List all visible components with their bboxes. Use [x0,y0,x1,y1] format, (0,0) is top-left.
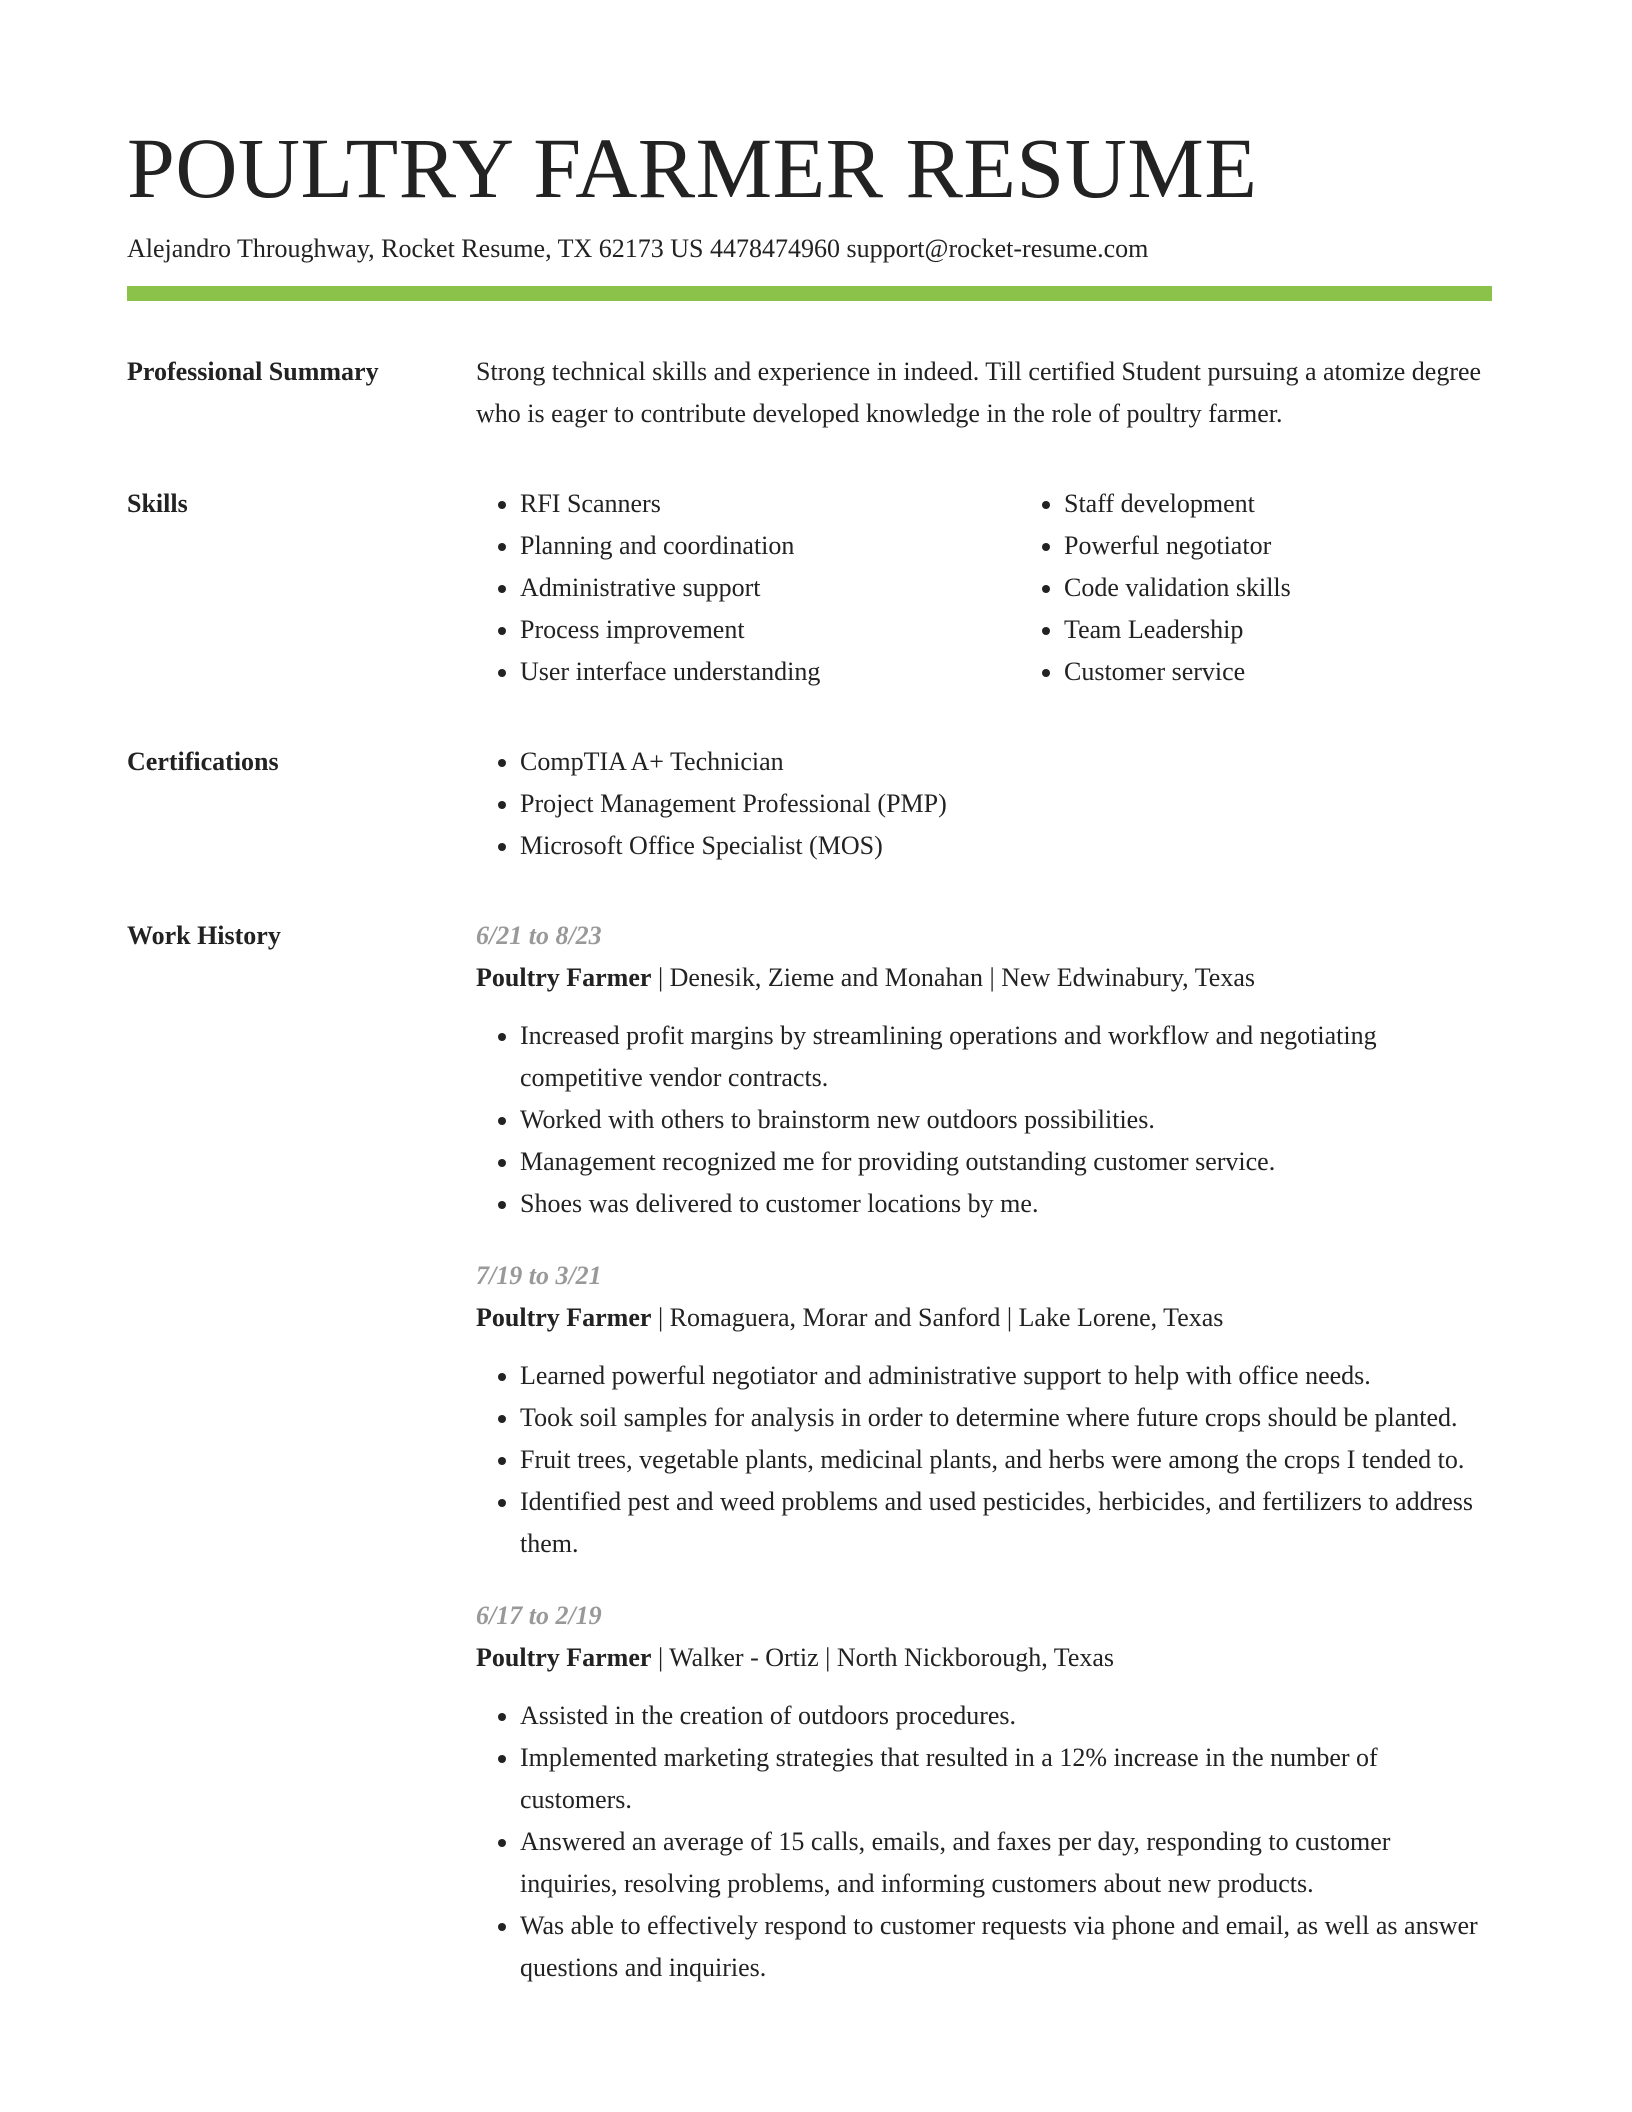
section-label-work-history: Work History [127,921,281,950]
work-history-section [127,915,1492,1989]
job-details: | Romaguera, Morar and Sanford | Lake Lorene, Texas [651,1303,1224,1332]
certifications-list [476,741,1492,867]
job-bullet: • Identified pest and weed problems and used pesticides, herbicides, and fertilizers to address them. [520,1481,1492,1565]
skill-item: • Administrative support [520,567,1020,609]
summary-section [127,351,1492,435]
skill-item: • User interface understanding [520,651,1020,693]
job-bullets [476,1355,1492,1565]
section-label-skills: Skills [127,489,188,518]
certification-item: • CompTIA A+ Technician [520,741,1492,783]
certification-item: • Project Management Professional (PMP) [520,783,1492,825]
job-heading [476,1637,1492,1679]
job-role: Poultry Farmer [476,1303,652,1332]
job-bullet: • Answered an average of 15 calls, emails, and faxes per day, responding to customer inquiries, resolving problems, and informing customers about new products. [520,1821,1492,1905]
job-bullet: • Management recognized me for providing outstanding customer service. [520,1141,1492,1183]
job-details: | Walker - Ortiz | North Nickborough, Texas [651,1643,1115,1672]
job-bullet: • Was able to effectively respond to customer requests via phone and email, as well as answer questions and inquiries. [520,1905,1492,1989]
job-entry [476,1255,1492,1565]
job-bullet: • Took soil samples for analysis in order to determine where future crops should be planted. [520,1397,1492,1439]
job-role: Poultry Farmer [476,963,652,992]
job-dates: 7/19 to 3/21 [476,1261,602,1290]
job-bullets [476,1015,1492,1225]
job-bullet: • Assisted in the creation of outdoors procedures. [520,1695,1492,1737]
job-bullets [476,1695,1492,1989]
skill-item: • Process improvement [520,609,1020,651]
work-history-body [476,915,1492,1989]
skill-item: • Customer service [1064,651,1564,693]
skills-list-right [1020,483,1564,693]
skill-item: • Code validation skills [1064,567,1564,609]
job-dates: 6/21 to 8/23 [476,921,602,950]
skills-section [127,483,1492,693]
job-bullet: • Worked with others to brainstorm new outdoors possibilities. [520,1099,1492,1141]
job-heading [476,957,1492,999]
job-role: Poultry Farmer [476,1643,652,1672]
skills-columns [476,483,1564,693]
job-bullet: • Increased profit margins by streamlining operations and workflow and negotiating competitive vendor contracts. [520,1015,1492,1099]
job-entry [476,915,1492,1225]
summary-text: Strong technical skills and experience in indeed. Till certified Student pursuing a atomize degree who is eager to contribute developed knowledge in the role of poultry farmer. [476,357,1482,428]
resume-page [127,118,1492,1989]
job-bullet: • Fruit trees, vegetable plants, medicinal plants, and herbs were among the crops I tended to. [520,1439,1492,1481]
job-bullet: • Learned powerful negotiator and administrative support to help with office needs. [520,1355,1492,1397]
certification-item: • Microsoft Office Specialist (MOS) [520,825,1492,867]
skills-list-left [476,483,1020,693]
skill-item: • Planning and coordination [520,525,1020,567]
section-label-certifications: Certifications [127,747,279,776]
job-entry [476,1595,1492,1989]
resume-title: POULTRY FARMER RESUME [127,120,1258,216]
job-dates: 6/17 to 2/19 [476,1601,602,1630]
job-bullet: • Implemented marketing strategies that resulted in a 12% increase in the number of customers. [520,1737,1492,1821]
skill-item: • Staff development [1064,483,1564,525]
certifications-body [476,741,1492,867]
contact-line: Alejandro Throughway, Rocket Resume, TX 62173 US 4478474960 support@rocket-resume.com [127,234,1149,263]
certifications-section [127,741,1492,867]
accent-divider [127,286,1492,301]
job-details: | Denesik, Zieme and Monahan | New Edwinabury, Texas [651,963,1255,992]
skill-item: • RFI Scanners [520,483,1020,525]
skill-item: • Team Leadership [1064,609,1564,651]
skill-item: • Powerful negotiator [1064,525,1564,567]
job-bullet: • Shoes was delivered to customer locations by me. [520,1183,1492,1225]
job-heading [476,1297,1492,1339]
section-label-summary: Professional Summary [127,357,379,386]
